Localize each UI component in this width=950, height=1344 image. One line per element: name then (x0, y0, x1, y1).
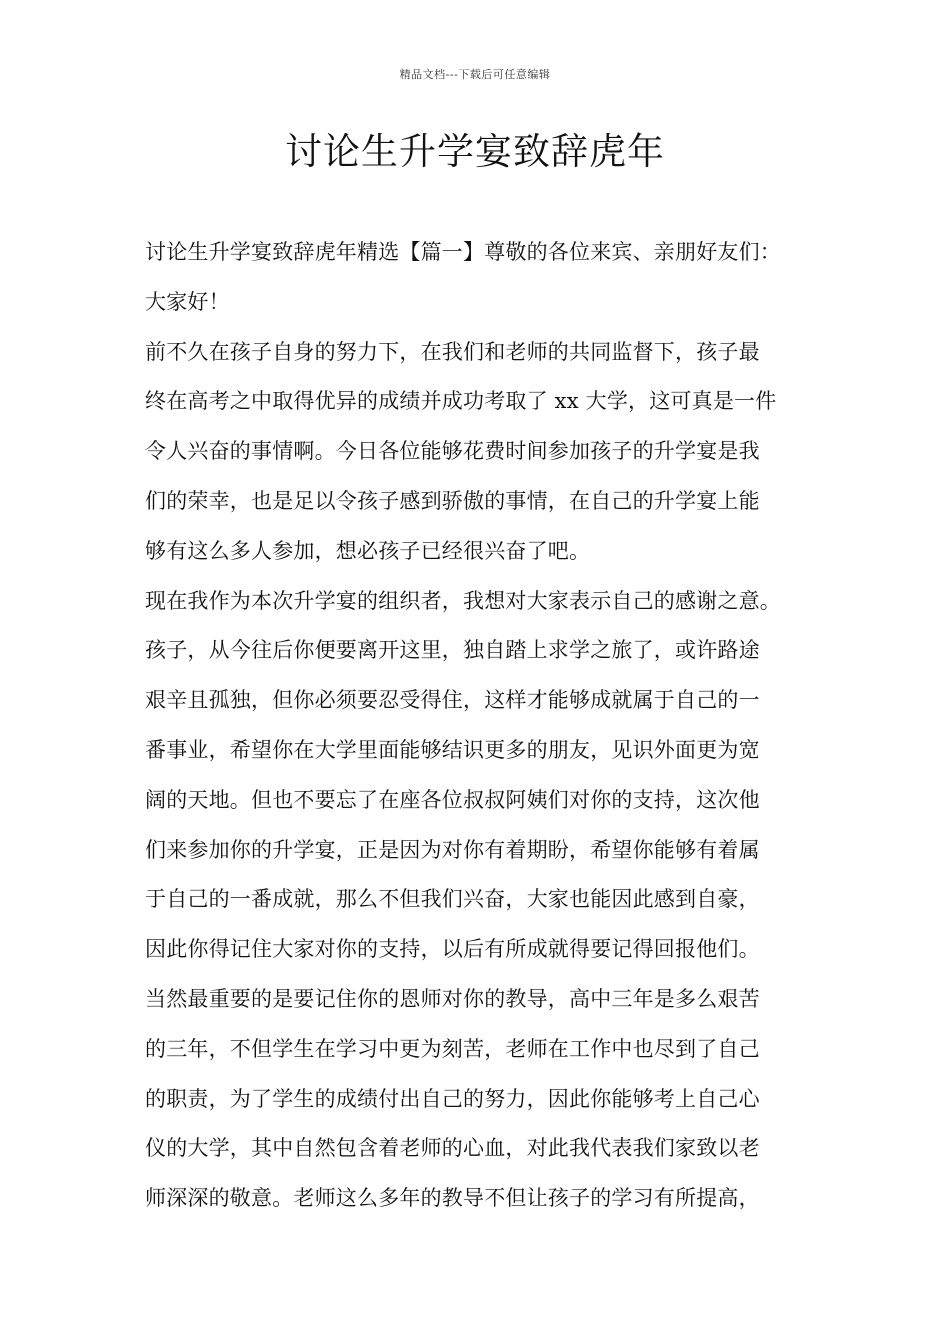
body-line: 够有这么多人参加，想必孩子已经很兴奋了吧。 (145, 538, 591, 563)
body-line: 的三年，不但学生在学习中更为刻苦，老师在工作中也尽到了自己 (145, 1036, 760, 1061)
body-line: 们的荣幸，也是足以令孩子感到骄傲的事情，在自己的升学宴上能 (145, 488, 760, 513)
body-line: 讨论生升学宴致辞虎年精选【篇一】尊敬的各位来宾、亲朋好友们： (145, 240, 781, 264)
body-line: 于自己的一番成就，那么不但我们兴奋，大家也能因此感到自豪， (145, 887, 760, 912)
body-line: 师深深的敬意。老师这么多年的教导不但让孩子的学习有所提高， (145, 1186, 760, 1211)
body-line: 终在高考之中取得优异的成绩并成功考取了 xx 大学，这可真是一件 (145, 389, 777, 414)
body-line: 大家好！ (145, 289, 230, 314)
body-line: 当然最重要的是要记住你的恩师对你的教导，高中三年是多么艰苦 (145, 986, 760, 1011)
body-line: 艰辛且孤独，但你必须要忍受得住，这样才能够成就属于自己的一 (145, 688, 760, 713)
body-line: 令人兴奋的事情啊。今日各位能够花费时间参加孩子的升学宴是我 (145, 439, 760, 464)
body-line: 前不久在孩子自身的努力下，在我们和老师的共同监督下，孩子最 (145, 339, 760, 364)
header-note: 精品文档---下载后可任意编辑 (399, 68, 551, 81)
body-line: 们来参加你的升学宴，正是因为对你有着期盼，希望你能够有着属 (145, 837, 760, 862)
body-line: 现在我作为本次升学宴的组织者，我想对大家表示自己的感谢之意。 (145, 588, 781, 613)
document-body (145, 231, 835, 1227)
body-line: 阔的天地。但也不要忘了在座各位叔叔阿姨们对你的支持，这次他 (145, 787, 760, 812)
document-title: 讨论生升学宴致辞虎年 (285, 130, 665, 173)
body-line: 番事业，希望你在大学里面能够结识更多的朋友，见识外面更为宽 (145, 737, 760, 762)
body-line: 仪的大学，其中自然包含着老师的心血，对此我代表我们家致以老 (145, 1136, 760, 1161)
body-line: 因此你得记住大家对你的支持，以后有所成就得要记得回报他们。 (145, 937, 760, 962)
body-line: 的职责，为了学生的成绩付出自己的努力，因此你能够考上自己心 (145, 1086, 760, 1111)
body-line: 孩子，从今往后你便要离开这里，独自踏上求学之旅了，或许路途 (145, 638, 760, 663)
